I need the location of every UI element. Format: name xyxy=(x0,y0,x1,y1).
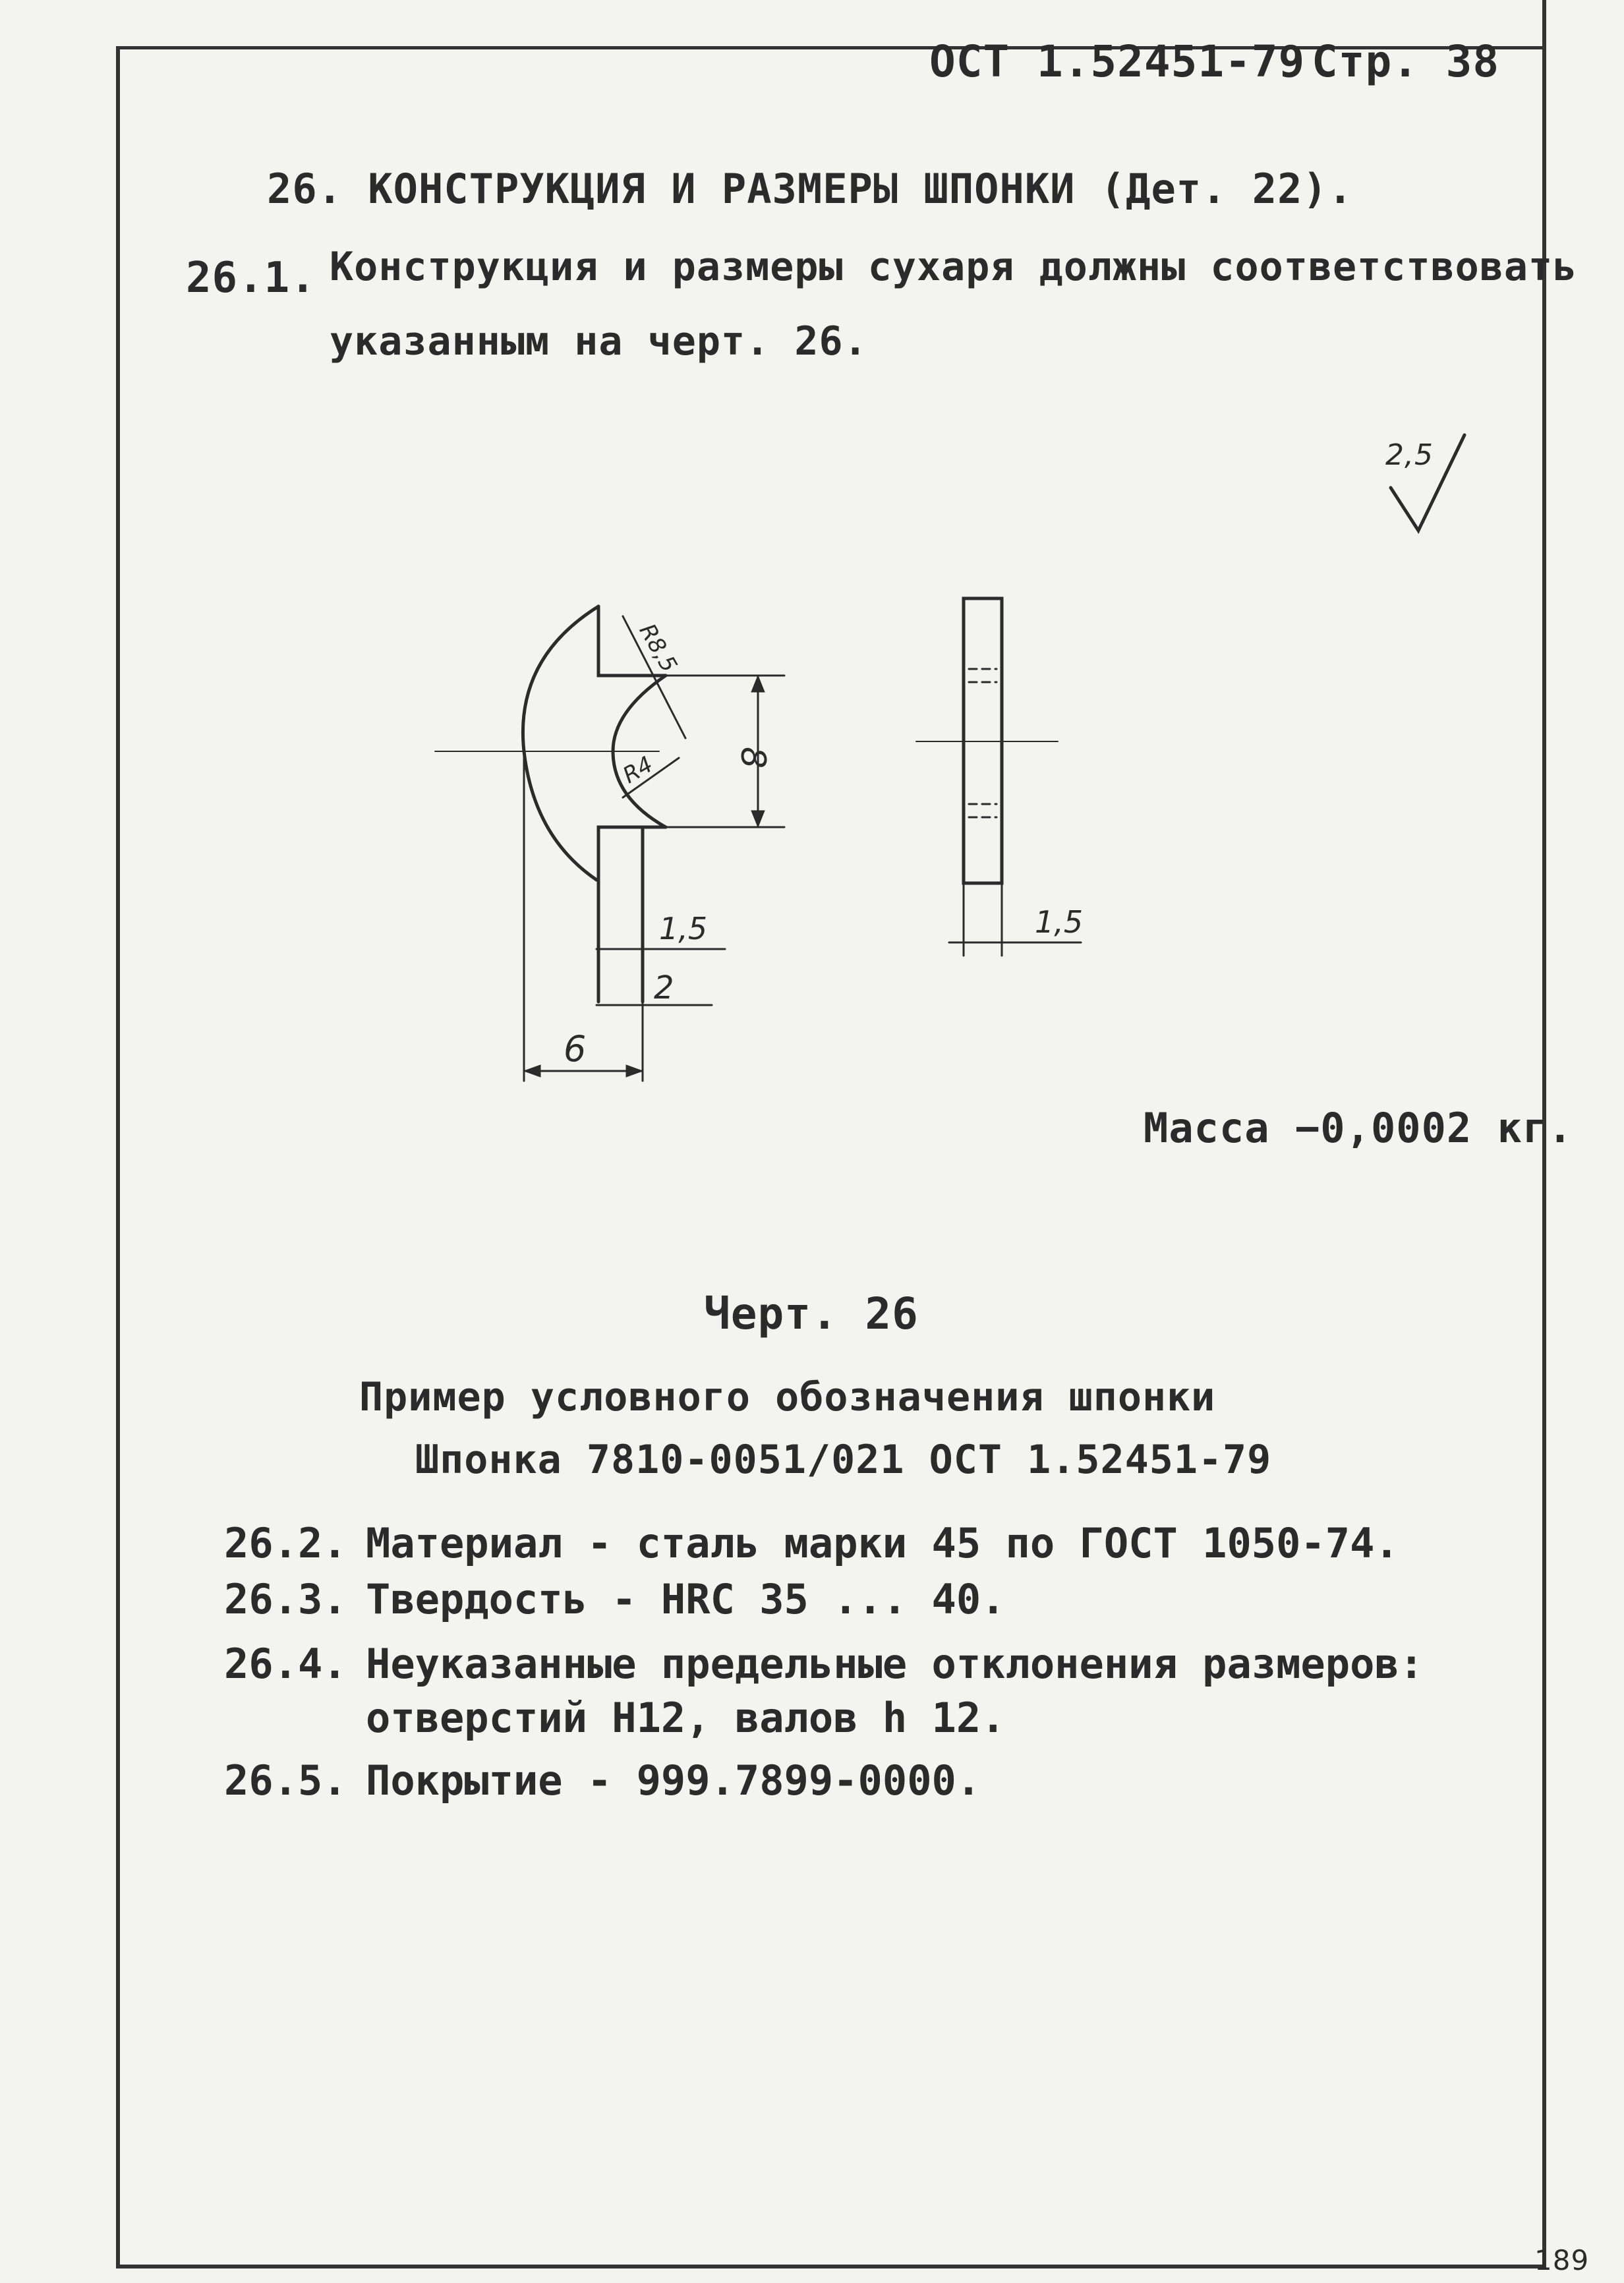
figure-caption: Черт. 26 xyxy=(704,1288,919,1339)
mass-label: Масса −0,0002 кг. xyxy=(1144,1104,1573,1152)
clause-26-2-text: Материал - сталь марки 45 по ГОСТ 1050-74. xyxy=(366,1519,1399,1567)
dim-r-outer: R8,5 xyxy=(633,619,683,677)
dim-6: 6 xyxy=(564,1028,587,1070)
outer-arc xyxy=(523,606,598,880)
clause-number-26-2: 26.2. xyxy=(224,1519,347,1567)
clause-26-4-text: Неуказанные предельные отклонения размеров: xyxy=(366,1640,1424,1688)
clause-26-1-line1: Конструкция и размеры сухаря должны соответствовать xyxy=(330,244,1578,290)
dim-15b: 1,5 xyxy=(1035,904,1084,940)
section-title: 26. КОНСТРУКЦИЯ И РАЗМЕРЫ ШПОНКИ (Дет. 22). xyxy=(267,165,1354,213)
clause-26-1-line2: указанным на черт. 26. xyxy=(330,318,868,364)
dim-r-inner: R4 xyxy=(618,751,658,790)
clause-number-26-5: 26.5. xyxy=(224,1756,347,1805)
page-number: Стр. 38 xyxy=(1312,36,1500,87)
clause-number-26-4: 26.4. xyxy=(224,1640,347,1688)
example-title: Пример условного обозначения шпонки xyxy=(359,1374,1216,1420)
clause-26-5-text: Покрытие - 999.7899-0000. xyxy=(366,1756,981,1805)
clause-number-26-3: 26.3. xyxy=(224,1575,347,1623)
side-view-ext xyxy=(964,883,1002,956)
side-view-hidden-top xyxy=(969,669,997,682)
clause-number-26-1: 26.1. xyxy=(186,254,316,303)
side-view-hidden-bottom xyxy=(969,804,997,817)
roughness-value: 2,5 xyxy=(1385,438,1434,472)
sheet-number: 189 xyxy=(1534,2244,1590,2276)
clause-26-4-text-line2: отверстий H12, валов h 12. xyxy=(366,1694,1006,1742)
clause-26-3-text: Твердость - HRC 35 ... 40. xyxy=(366,1575,1006,1623)
dim-height: 8 xyxy=(733,747,772,769)
dim-15a: 1,5 xyxy=(659,911,708,946)
standard-number: ОСТ 1.52451-79 xyxy=(929,36,1306,87)
example-designation: Шпонка 7810-0051/021 ОСТ 1.52451-79 xyxy=(415,1437,1272,1483)
dim-2: 2 xyxy=(654,969,674,1006)
roughness-symbol xyxy=(1391,435,1464,531)
